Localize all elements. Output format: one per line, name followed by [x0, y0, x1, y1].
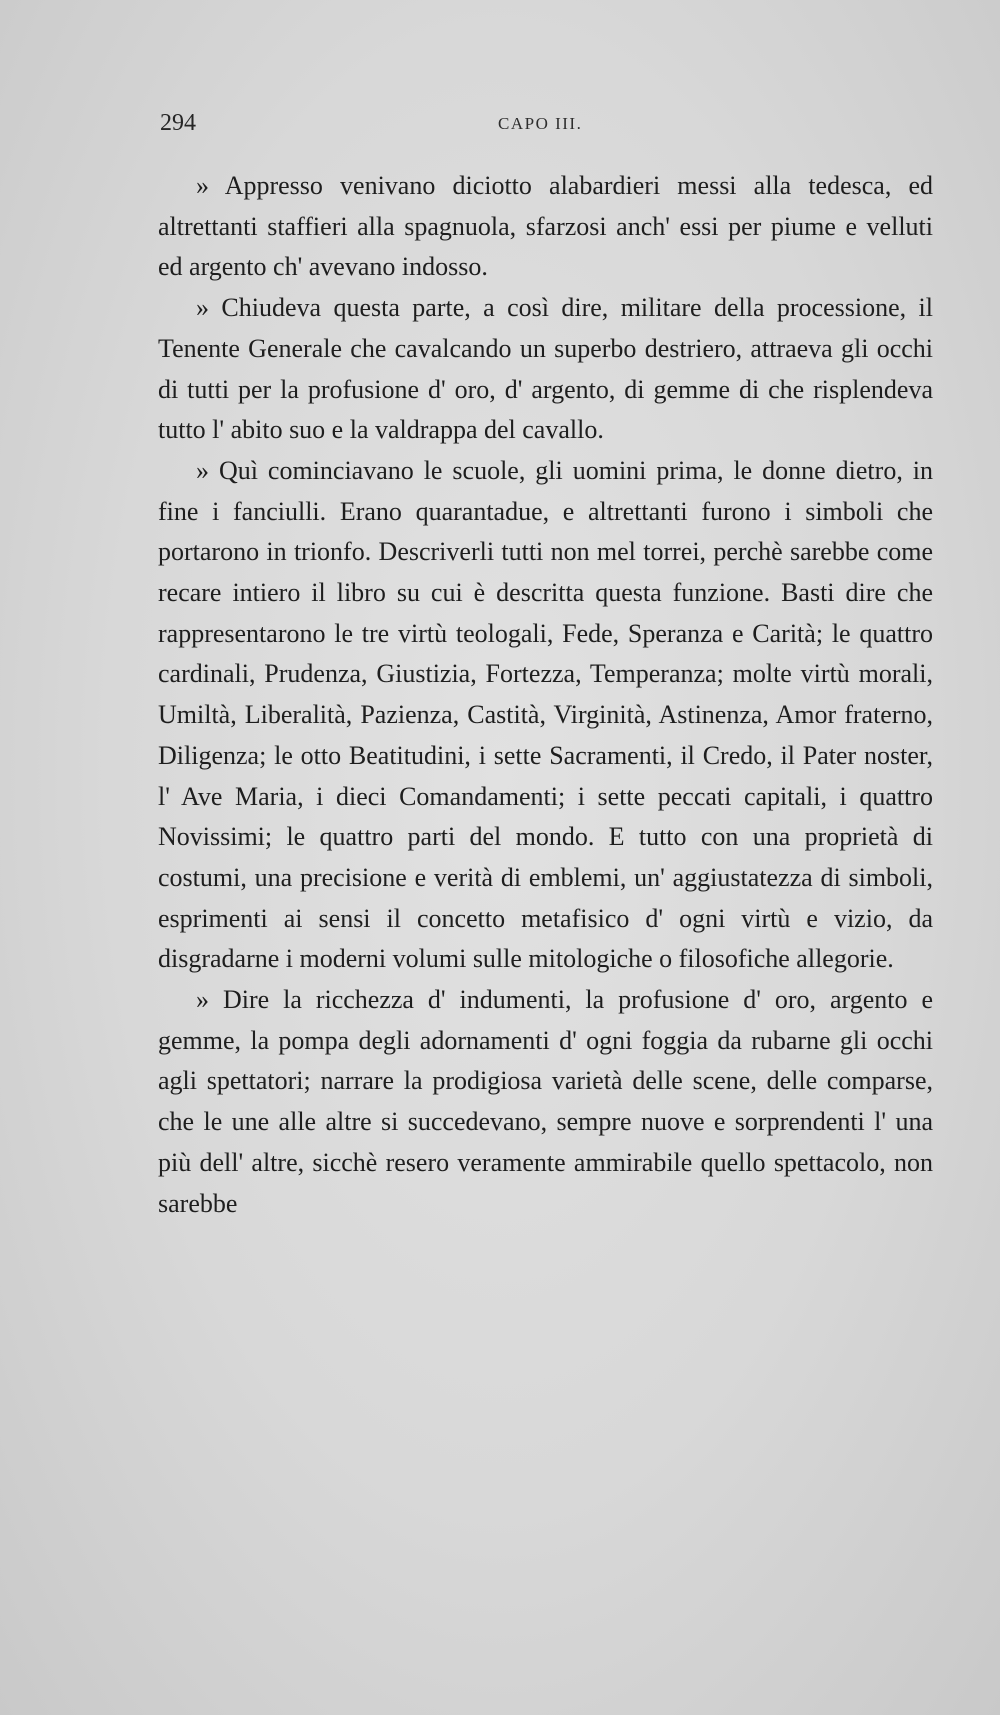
running-head: CAPO III. [498, 114, 583, 133]
page-text [158, 166, 933, 1224]
paragraph: » Quì cominciavano le scuole, gli uomini prima, le donne dietro, in fine i fanciulli. Erano quarantadue, e altrettanti furono i simboli che portarono in trionfo. Descriverli tutti non mel torrei, perchè sarebbe come recare intiero il libro su cui è descritta questa funzione. Basti dire che rappresentarono le tre virtù teologali, Fede, Speranza e Carità; le quattro cardinali, Prudenza, Giustizia, Fortezza, Temperanza; molte virtù morali, Umiltà, Liberalità, Pazienza, Castità, Virginità, Astinenza, Amor fraterno, Diligenza; le otto Beatitudini, i sette Sacramenti, il Credo, il Pater noster, l' Ave Maria, i dieci Comandamenti; i sette peccati capitali, i quattro Novissimi; le quattro parti del mondo. E tutto con una proprietà di costumi, una precisione e verità di emblemi, un' aggiustatezza di simboli, esprimenti ai sensi il concetto metafisico d' ogni virtù e vizio, da disgradarne i moderni volumi sulle mitologiche o filosofiche allegorie. [158, 455, 933, 974]
paragraph: » Dire la ricchezza d' indumenti, la profusione d' oro, argento e gemme, la pompa degli adornamenti d' ogni foggia da rubarne gli occhi agli spettatori; narrare la prodigiosa varietà delle scene, delle comparse, che le une alle altre si succedevano, sempre nuove e sorprendenti l' una più dell' altre, sicchè resero veramente ammirabile quello spettacolo, non sarebbe [158, 985, 933, 1218]
page-number: 294 [160, 110, 196, 136]
paragraph: » Chiudeva questa parte, a così dire, militare della processione, il Tenente Generale che cavalcando un superbo destriero, attraeva gli occhi di tutti per la profusione d' oro, d' argento, di gemme di che risplendeva tutto l' abito suo e la valdrappa del cavallo. [158, 293, 933, 445]
page-header [160, 110, 915, 140]
paragraph: » Appresso venivano diciotto alabardieri messi alla tedesca, ed altrettanti staffieri alla spagnuola, sfarzosi anch' essi per piume e velluti ed argento ch' avevano indosso. [158, 171, 933, 282]
